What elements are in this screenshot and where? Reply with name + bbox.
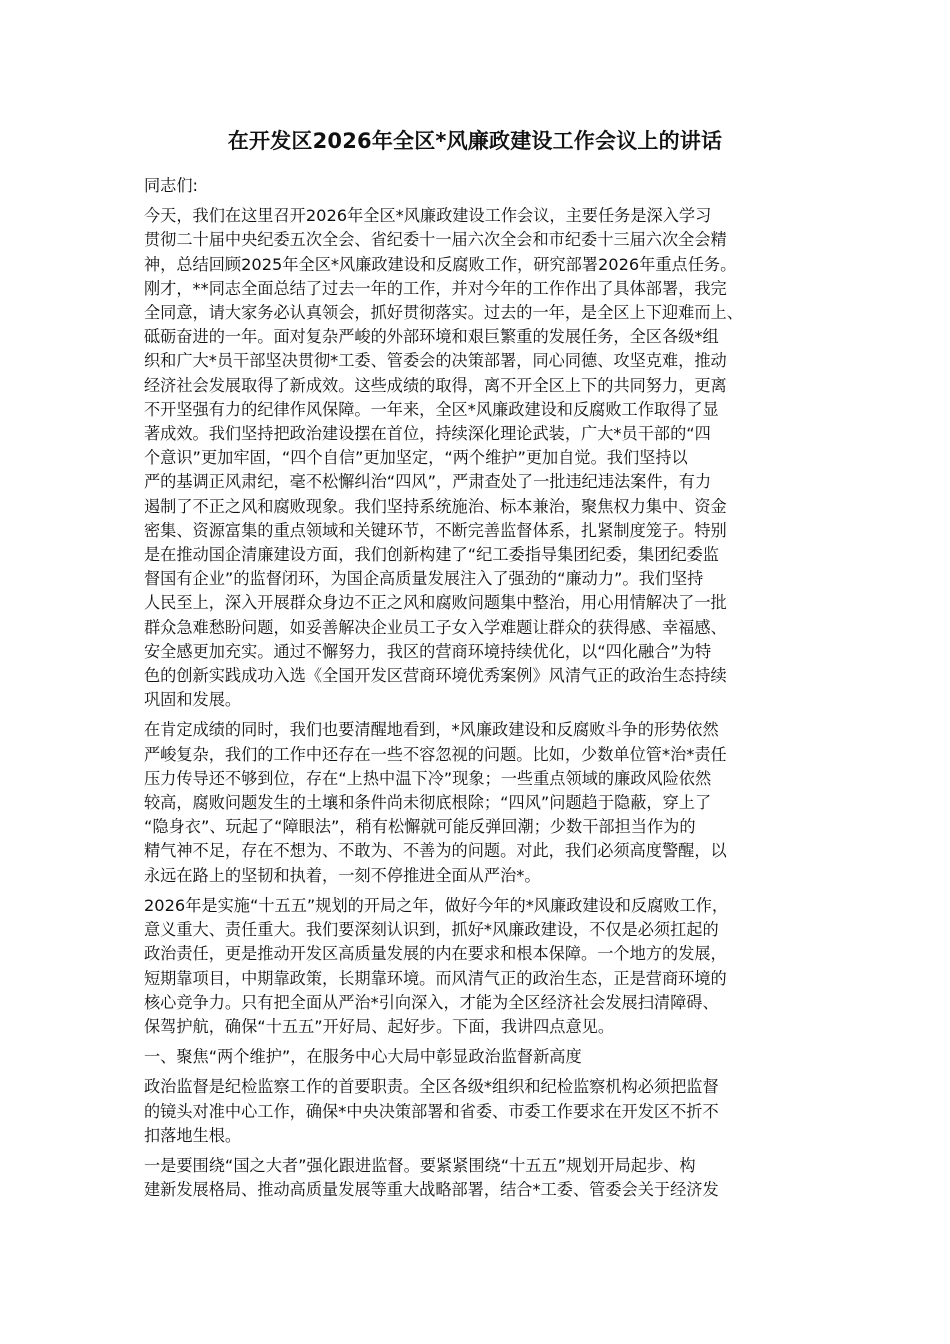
- text-line: 群众急难愁盼问题，如妥善解决企业员工子女入学难题让群众的获得感、幸福感、: [144, 617, 727, 637]
- section-heading-text: 一、聚焦“两个维护”，在服务中心大局中彰显政治监督新高度: [144, 1047, 582, 1067]
- text-line: 密集、资源富集的重点领域和关键环节，不断完善监督体系，扎紧制度笼子。特别: [144, 520, 727, 540]
- text-line: 扣落地生根。: [144, 1125, 242, 1145]
- text-line: 核心竞争力。只有把全面从严治*引向深入，才能为全区经济社会发展扫清障碍、: [144, 992, 719, 1012]
- text-line: “隐身衣”、玩起了“障眼法”，稍有松懈就可能反弹回潮；少数干部担当作为的: [144, 817, 696, 837]
- text-line: 政治监督是纪检监察工作的首要职责。全区各级*组织和纪检监察机构必须把监督: [144, 1077, 719, 1097]
- problems-paragraph: [144, 718, 814, 887]
- text-line: 砥砺奋进的一年。面对复杂严峻的外部环境和艰巨繁重的发展任务，全区各级*组: [144, 327, 719, 347]
- text-line: 压力传导还不够到位，存在“上热中温下冷”现象；一些重点领域的廉政风险依然: [144, 768, 712, 788]
- text-line: 织和广大*员干部坚决贯彻*工委、管委会的决策部署，同心同德、攻坚克难，推动: [144, 351, 727, 371]
- text-line: 永远在路上的坚韧和执着，一刻不停推进全面从严治*。: [144, 865, 541, 885]
- opening-paragraph: [144, 204, 814, 712]
- text-line: 巩固和发展。: [144, 690, 242, 710]
- text-line: 安全感更加充实。通过不懈努力，我区的营商环境持续优化，以“四化融合”为特: [144, 641, 712, 661]
- document-title: 在开发区2026年全区*风廉政建设工作会议上的讲话: [227, 129, 723, 153]
- text-line: 短期靠项目，中期靠政策，长期靠环境。而风清气正的政治生态，正是营商环境的: [144, 968, 727, 988]
- text-line: 建新发展格局、推动高质量发展等重大战略部署，结合*工委、管委会关于经济发: [144, 1180, 719, 1200]
- text-line: 刚才，**同志全面总结了过去一年的工作，并对今年的工作作出了具体部署，我完: [144, 278, 727, 298]
- text-line: 人民至上，深入开展群众身边不正之风和腐败问题集中整治，用心用情解决了一批: [144, 593, 727, 613]
- text-line: 保驾护航，确保“十五五”开好局、起好步。下面，我讲四点意见。: [144, 1016, 615, 1036]
- section-heading-1: [144, 1045, 814, 1069]
- text-line: 一是要围绕“国之大者”强化跟进监督。要紧紧围绕“十五五”规划开局起步、构: [144, 1155, 696, 1175]
- text-line: 精气神不足，存在不想为、不敢为、不善为的问题。对此，我们必须高度警醒，以: [144, 841, 727, 861]
- text-line: 严峻复杂，我们的工作中还存在一些不容忽视的问题。比如，少数单位管*治*责任: [144, 744, 727, 764]
- text-line: 遏制了不正之风和腐败现象。我们坚持系统施治、标本兼治，聚焦权力集中、资金: [144, 496, 727, 516]
- text-line: 是在推动国企清廉建设方面，我们创新构建了“纪工委指导集团纪委，集团纪委监: [144, 545, 719, 565]
- text-line: 贯彻二十届中央纪委五次全会、省纪委十一届六次全会和市纪委十三届六次全会精: [144, 230, 727, 250]
- text-line: 同志们:: [144, 176, 199, 195]
- text-line: 督国有企业”的监督闭环，为国企高质量发展注入了强劲的“廉动力”。我们坚持: [144, 569, 704, 589]
- text-line: 色的创新实践成功入选《全国开发区营商环境优秀案例》风清气正的政治生态持续: [144, 666, 727, 686]
- political-supervision-paragraph: [144, 1075, 814, 1148]
- text-line: 不开坚强有力的纪律作风保障。一年来，全区*风廉政建设和反腐败工作取得了显: [144, 399, 719, 419]
- text-line: 在肯定成绩的同时，我们也要清醒地看到，*风廉政建设和反腐败斗争的形势依然: [144, 720, 719, 740]
- point-one-paragraph: [144, 1154, 814, 1202]
- text-line: 神，总结回顾2025年全区*风廉政建设和反腐败工作，研究部署2026年重点任务。: [144, 254, 737, 274]
- text-line: 的镜头对准中心工作，确保*中央决策部署和省委、市委工作要求在开发区不折不: [144, 1101, 719, 1121]
- text-line: 经济社会发展取得了新成效。这些成绩的取得，离不开全区上下的共同努力，更离: [144, 375, 727, 395]
- text-line: 2026年是实施“十五五”规划的开局之年，做好今年的*风廉政建设和反腐败工作，: [144, 895, 729, 915]
- significance-paragraph: [144, 894, 814, 1039]
- text-line: 政治责任，更是推动开发区高质量发展的内在要求和根本保障。一个地方的发展，: [144, 944, 727, 964]
- text-line: 全同意，请大家务必认真领会，抓好贯彻落实。过去的一年，是全区上下迎难而上、: [144, 303, 743, 323]
- text-line: 个意识”更加牢固，“四个自信”更加坚定，“两个维护”更加自觉。我们坚持以: [144, 448, 688, 468]
- text-line: 意义重大、责任重大。我们要深刻认识到，抓好*风廉政建设，不仅是必须扛起的: [144, 920, 719, 940]
- text-line: 较高，腐败问题发生的土壤和条件尚未彻底根除；“四风”问题趋于隐蔽，穿上了: [144, 793, 712, 813]
- text-line: 今天，我们在这里召开2026年全区*风廉政建设工作会议，主要任务是深入学习: [144, 206, 712, 226]
- document-body: [144, 174, 814, 1208]
- text-line: 严的基调正风肃纪，毫不松懈纠治“四风”，严肃查处了一批违纪违法案件，有力: [144, 472, 712, 492]
- salutation-paragraph: [144, 174, 814, 198]
- text-line: 著成效。我们坚持把政治建设摆在首位，持续深化理论武装，广大*员干部的“四: [144, 424, 711, 444]
